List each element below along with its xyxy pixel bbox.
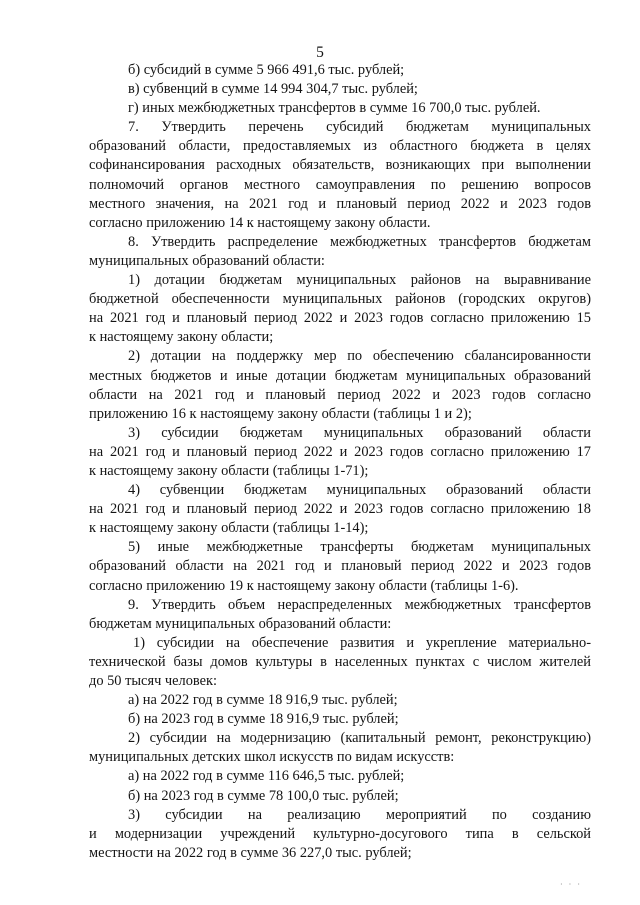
text-line: согласно приложению 14 к настоящему закону области.: [89, 214, 431, 231]
text-line: 5) иные межбюджетные трансферты бюджетам муниципальных: [128, 539, 591, 556]
text-line: образований области на 2021 год и плановый период 2022 и 2023 годов: [89, 558, 591, 575]
text-line: 2) субсидии на модернизацию (капитальный ремонт, реконструкцию): [128, 730, 591, 747]
text-line: муниципальных детских школ искусств по видам искусств:: [89, 749, 455, 766]
text-line: области на 2021 год и плановый период 2022 и 2023 годов согласно: [89, 386, 591, 403]
text-line: образований области, предоставляемых из областного бюджета в целях: [89, 138, 591, 155]
text-line: местных бюджетов и иные дотации бюджетам муниципальных образований: [89, 367, 591, 384]
text-line: на 2021 год и плановый период 2022 и 2023 годов согласно приложению 18: [89, 501, 591, 518]
text-line: к настоящему закону области;: [89, 329, 274, 346]
text-line: 2) дотации на поддержку мер по обеспечению сбалансированности: [128, 348, 591, 365]
text-line: б) на 2023 год в сумме 78 100,0 тыс. рублей;: [128, 787, 399, 804]
text-line: 9. Утвердить объем нераспределенных межбюджетных трансфертов: [128, 596, 591, 613]
text-line: к настоящему закону области (таблицы 1-14);: [89, 520, 369, 537]
text-line: на 2021 год и плановый период 2022 и 2023 годов согласно приложению 15: [89, 310, 591, 327]
text-line: местного значения, на 2021 год и плановый период 2022 и 2023 годов: [89, 195, 591, 212]
text-line: и модернизации учреждений культурно-досугового типа в сельской: [89, 825, 591, 842]
text-line: 1) субсидии на обеспечение развития и укрепление материально-: [133, 634, 591, 651]
text-line: муниципальных образований области:: [89, 252, 325, 269]
text-line: приложению 16 к настоящему закону области (таблицы 1 и 2);: [89, 405, 472, 422]
text-line: до 50 тысяч человек:: [89, 673, 217, 689]
text-line: а) на 2022 год в сумме 18 916,9 тыс. рублей;: [128, 692, 398, 709]
text-line: 3) субсидии бюджетам муниципальных образований области: [128, 424, 591, 441]
text-line: а) на 2022 год в сумме 116 646,5 тыс. рублей;: [128, 768, 405, 785]
text-line: 3) субсидии на реализацию мероприятий по созданию: [128, 806, 591, 823]
text-line: согласно приложению 19 к настоящему закону области (таблицы 1-6).: [89, 577, 519, 594]
text-line: 4) субвенции бюджетам муниципальных образований области: [128, 482, 591, 499]
text-line: бюджетной обеспеченности муниципальных районов (городских округов): [89, 291, 591, 308]
scan-artifact: · · ·: [560, 880, 582, 889]
text-line: к настоящему закону области (таблицы 1-71);: [89, 462, 369, 479]
text-line: 7. Утвердить перечень субсидий бюджетам муниципальных: [128, 119, 591, 136]
text-line: технической базы домов культуры в населенных пунктах с числом жителей: [89, 653, 591, 670]
page-number: 5: [316, 44, 324, 61]
text-line: г) иных межбюджетных трансфертов в сумме 16 700,0 тыс. рублей.: [128, 100, 541, 117]
text-line: в) субвенций в сумме 14 994 304,7 тыс. рублей;: [128, 81, 418, 98]
text-line: софинансирования расходных обязательств, возникающих при выполнении: [89, 157, 591, 174]
text-line: б) субсидий в сумме 5 966 491,6 тыс. рублей;: [128, 62, 405, 78]
text-line: бюджетам муниципальных образований области:: [89, 615, 392, 632]
text-line: полномочий органов местного самоуправления по решению вопросов: [89, 176, 591, 193]
text-line: на 2021 год и плановый период 2022 и 2023 годов согласно приложению 17: [89, 443, 591, 460]
text-line: б) на 2023 год в сумме 18 916,9 тыс. рублей;: [128, 711, 399, 728]
text-line: местности на 2022 год в сумме 36 227,0 тыс. рублей;: [89, 844, 412, 861]
document-body: [89, 61, 591, 863]
text-line: 1) дотации бюджетам муниципальных районов на выравнивание: [128, 272, 591, 289]
text-line: 8. Утвердить распределение межбюджетных трансфертов бюджетам: [128, 233, 591, 250]
